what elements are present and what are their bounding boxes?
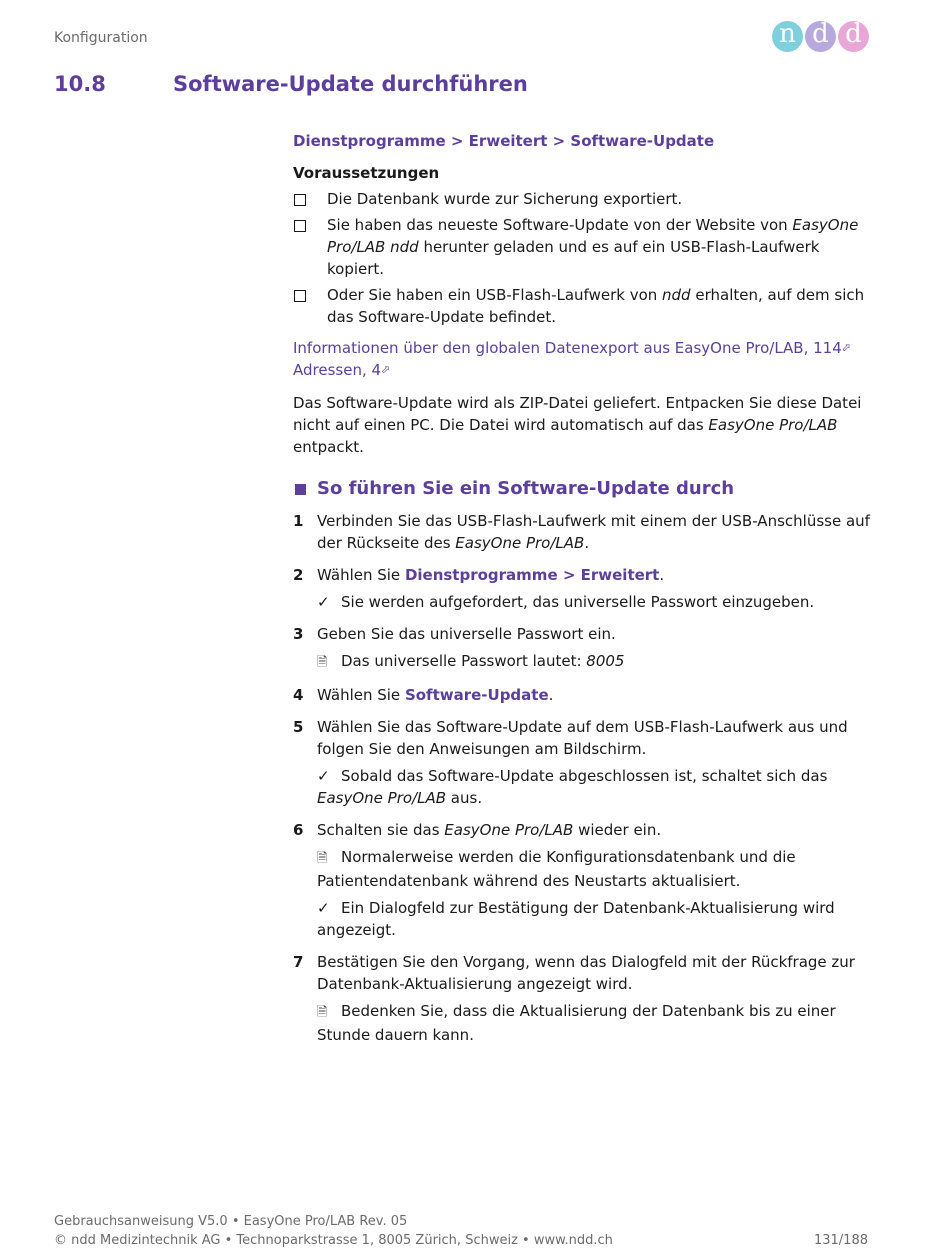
- step-number: 3: [293, 625, 304, 643]
- prerequisite-item: Sie haben das neueste Software-Update von der Website von EasyOne Pro/LAB ndd herunter geladen und es auf ein USB-Flash-Laufwerk kopiert.: [293, 214, 873, 280]
- check-icon: ✓: [317, 593, 330, 611]
- procedure-step: 7 Bestätigen Sie den Vorgang, wenn das Dialogfeld mit der Rückfrage zur Datenbank-Aktualisierung angezeigt wird. 🗎 Bedenken Sie, dass die Aktualisierung der Datenbank bis zu einer Stunde dauern kann.: [293, 951, 873, 1046]
- logo-letter-d1: d: [805, 21, 836, 52]
- external-link-icon: ⬀: [841, 341, 851, 354]
- prerequisites-heading: Voraussetzungen: [293, 164, 440, 182]
- procedure-step: 3 Geben Sie das universelle Passwort ein. 🗎 Das universelle Passwort lautet: 8005: [293, 623, 873, 674]
- step-number: 6: [293, 821, 304, 839]
- page-number: 131/188: [813, 1233, 868, 1248]
- checkbox-icon: [294, 220, 306, 232]
- step-number: 7: [293, 953, 304, 971]
- menu-link-software-update: Software-Update: [404, 686, 549, 704]
- section-number: 10.8: [54, 72, 106, 96]
- procedure-step: 2 Wählen Sie Dienstprogramme > Erweitert. ✓ Sie werden aufgefordert, das universelle Passwort einzugeben.: [293, 564, 873, 613]
- check-icon: ✓: [317, 767, 330, 785]
- menu-link-advanced: Dienstprogramme > Erweitert: [404, 566, 660, 584]
- step-note: 🗎 Bedenken Sie, dass die Aktualisierung der Datenbank bis zu einer Stunde dauern kann.: [317, 1002, 836, 1044]
- intro-paragraph: Das Software-Update wird als ZIP-Datei geliefert. Entpacken Sie diese Datei nicht auf einen PC. Die Datei wird automatisch auf das EasyOne Pro/LAB entpackt.: [293, 394, 862, 456]
- link-addresses[interactable]: Adressen, 4⬀: [293, 361, 391, 379]
- step-number: 1: [293, 512, 304, 530]
- procedure-step: 4 Wählen Sie Software-Update.: [293, 686, 554, 704]
- check-icon: ✓: [317, 899, 330, 917]
- note-icon: 🗎: [317, 655, 328, 670]
- main-content: [293, 130, 873, 1046]
- note-icon: 🗎: [317, 1005, 328, 1020]
- procedure-step: 1 Verbinden Sie das USB-Flash-Laufwerk mit einem der USB-Anschlüsse auf der Rückseite des EasyOne Pro/LAB.: [293, 512, 870, 552]
- footer-company-info: © ndd Medizintechnik AG • Technoparkstrasse 1, 8005 Zürich, Schweiz • www.ndd.ch: [54, 1233, 613, 1248]
- procedure-step: 5 Wählen Sie das Software-Update auf dem USB-Flash-Laufwerk aus und folgen Sie den Anweisungen am Bildschirm. ✓ Sobald das Software-Update abgeschlossen ist, schaltet sich das EasyOne Pro/LAB aus.: [293, 716, 873, 809]
- section-title: Software-Update durchführen: [173, 72, 528, 96]
- cross-references: [293, 337, 873, 381]
- prerequisite-item: Oder Sie haben ein USB-Flash-Laufwerk von ndd erhalten, auf dem sich das Software-Update befindet.: [293, 284, 873, 328]
- logo-letter-n: n: [772, 21, 803, 52]
- procedure-heading: So führen Sie ein Software-Update durch: [293, 478, 873, 500]
- step-number: 2: [293, 566, 304, 584]
- step-result: ✓ Sobald das Software-Update abgeschlossen ist, schaltet sich das EasyOne Pro/LAB aus.: [317, 767, 828, 807]
- step-number: 5: [293, 718, 304, 736]
- running-header: Konfiguration: [54, 30, 148, 46]
- logo-letter-d2: d: [838, 21, 869, 52]
- external-link-icon: ⬀: [381, 363, 391, 376]
- step-result: ✓ Sie werden aufgefordert, das universelle Passwort einzugeben.: [317, 593, 815, 611]
- note-icon: 🗎: [317, 851, 328, 866]
- step-note: 🗎 Das universelle Passwort lautet: 8005: [317, 650, 873, 674]
- footer-document-info: Gebrauchsanweisung V5.0 • EasyOne Pro/LAB Rev. 05: [54, 1214, 408, 1229]
- checkbox-icon: [294, 290, 306, 302]
- checkbox-icon: [294, 194, 306, 206]
- step-note: 🗎 Normalerweise werden die Konfigurationsdatenbank und die Patientendatenbank während des Neustarts aktualisiert.: [317, 848, 796, 890]
- link-global-export[interactable]: Informationen über den globalen Datenexport aus EasyOne Pro/LAB, 114⬀: [293, 339, 851, 357]
- step-number: 4: [293, 686, 304, 704]
- step-result: ✓ Ein Dialogfeld zur Bestätigung der Datenbank-Aktualisierung wird angezeigt.: [317, 899, 835, 939]
- prerequisite-item: Die Datenbank wurde zur Sicherung exportiert.: [293, 188, 873, 210]
- procedure-step: 6 Schalten sie das EasyOne Pro/LAB wieder ein. 🗎 Normalerweise werden die Konfigurationsdatenbank und die Patientendatenbank während des Neustarts aktualisiert. ✓ Ein Dialogfeld zur Bestätigung der Datenbank-Aktualisierung wird angezeigt.: [293, 819, 873, 941]
- square-bullet-icon: [295, 484, 306, 495]
- ndd-logo: [772, 21, 872, 53]
- menu-path: Dienstprogramme > Erweitert > Software-Update: [293, 132, 715, 150]
